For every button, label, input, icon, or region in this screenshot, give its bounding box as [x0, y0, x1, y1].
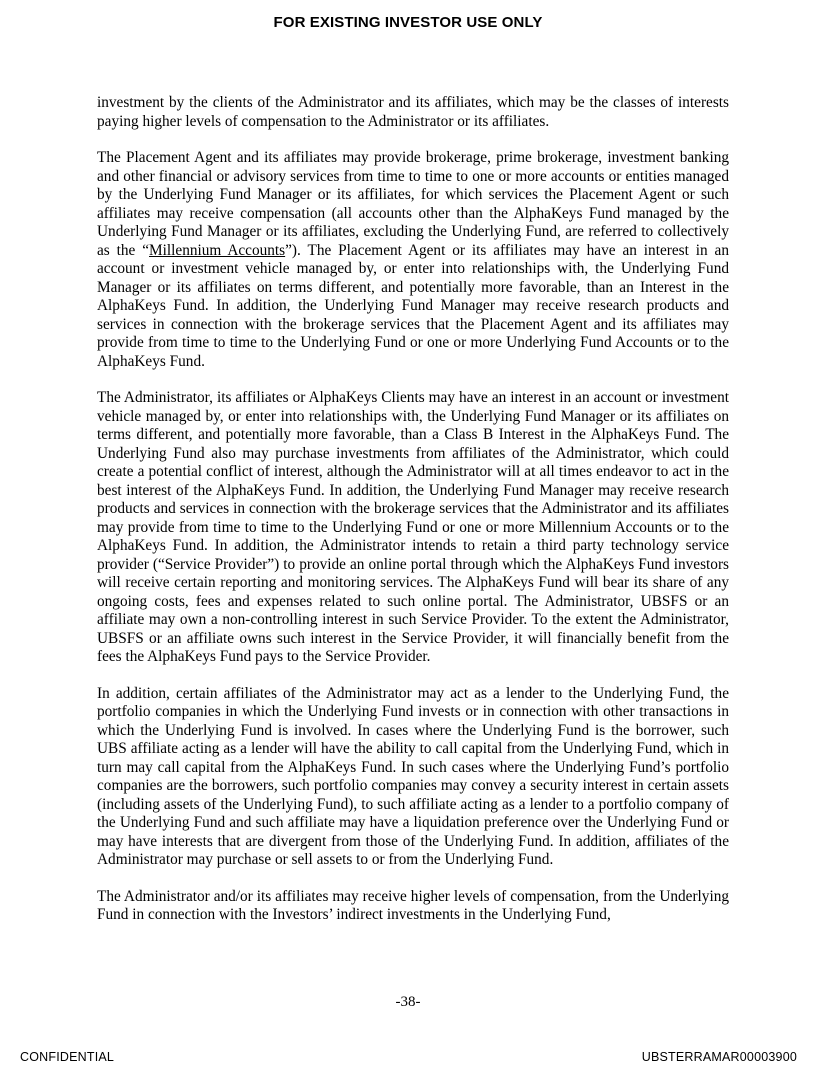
paragraph-1: investment by the clients of the Administrator and its affiliates, which may be the classes of interests paying higher levels of compensation to the Administrator or its affiliates.: [97, 94, 729, 130]
paragraph-2-text-end: ”). The Placement Agent or its affiliates may have an interest in an account or investment vehicle managed by, or enter into relationships with, the Underlying Fund Manager or its affiliates on terms different, and potentially more favorable, than an Interest in the AlphaKeys Fund. In addition, the Underlying Fund Manager may receive research products and services in connection with the brokerage services that the Placement Agent and its affiliates may provide from time to time to the Underlying Fund or one or more Underlying Fund Accounts or to the AlphaKeys Fund.: [97, 241, 729, 370]
confidential-label: CONFIDENTIAL: [20, 1050, 115, 1064]
paragraph-3: The Administrator, its affiliates or AlphaKeys Clients may have an interest in an account or investment vehicle managed by, or enter into relationships with, the Underlying Fund Manager or its affiliates on terms different, and potentially more favorable, than a Class B Interest in the AlphaKeys Fund. The Underlying Fund also may purchase investments from affiliates of the Administrator, which could create a potential conflict of interest, although the Administrator will at all times endeavor to act in the best interest of the AlphaKeys Fund. In addition, the Underlying Fund Manager may receive research products and services in connection with the brokerage services that the Administrator and its affiliates may provide from time to time to the Underlying Fund or one or more Millennium Accounts or to the AlphaKeys Fund. In addition, the Administrator intends to retain a third party technology service provider (“Service Provider”) to provide an online portal through which the AlphaKeys Fund investors will receive certain reporting and monitoring services. The AlphaKeys Fund will bear its share of any ongoing costs, fees and expenses related to such online portal. The Administrator, UBSFS or an affiliate may own a non-controlling interest in such Service Provider. To the extent the Administrator, UBSFS or an affiliate owns such interest in the Service Provider, it will financially benefit from the fees the AlphaKeys Fund pays to the Service Provider.: [97, 389, 729, 665]
bates-number: UBSTERRAMAR00003900: [641, 1050, 797, 1064]
paragraph-2-text-start: The Placement Agent and its affiliates may provide brokerage, prime brokerage, investment banking and other financial or advisory services from time to time to one or more accounts or entities managed by the Underlying Fund Manager or its affiliates, for which services the Placement Agent or such affiliates may receive compensation (all accounts other than the AlphaKeys Fund managed by the Underlying Fund Manager or its affiliates, excluding the Underlying Fund, are referred to collectively as the “: [97, 149, 729, 259]
paragraph-2: [97, 149, 729, 371]
page-header: FOR EXISTING INVESTOR USE ONLY: [273, 14, 543, 31]
defined-term-millennium-accounts: Millennium Accounts: [149, 241, 286, 259]
document-body: [97, 94, 729, 925]
paragraph-4: In addition, certain affiliates of the Administrator may act as a lender to the Underlying Fund, the portfolio companies in which the Underlying Fund invests or in connection with other transactions in which the Underlying Fund is involved. In cases where the Underlying Fund is the borrower, such UBS affiliate acting as a lender will have the ability to call capital from the Underlying Fund, which in turn may call capital from the AlphaKeys Fund. In such cases where the Underlying Fund’s portfolio companies are the borrowers, such portfolio companies may convey a security interest in certain assets (including assets of the Underlying Fund), to such affiliate acting as a lender to a portfolio company of the Underlying Fund and such affiliate may have a liquidation preference over the Underlying Fund or may have interests that are divergent from those of the Underlying Fund. In addition, affiliates of the Administrator may purchase or sell assets to or from the Underlying Fund.: [97, 684, 729, 868]
paragraph-5: The Administrator and/or its affiliates may receive higher levels of compensation, from the Underlying Fund in connection with the Investors’ indirect investments in the Underlying Fund,: [97, 887, 729, 923]
page-number: -38-: [395, 994, 421, 1010]
